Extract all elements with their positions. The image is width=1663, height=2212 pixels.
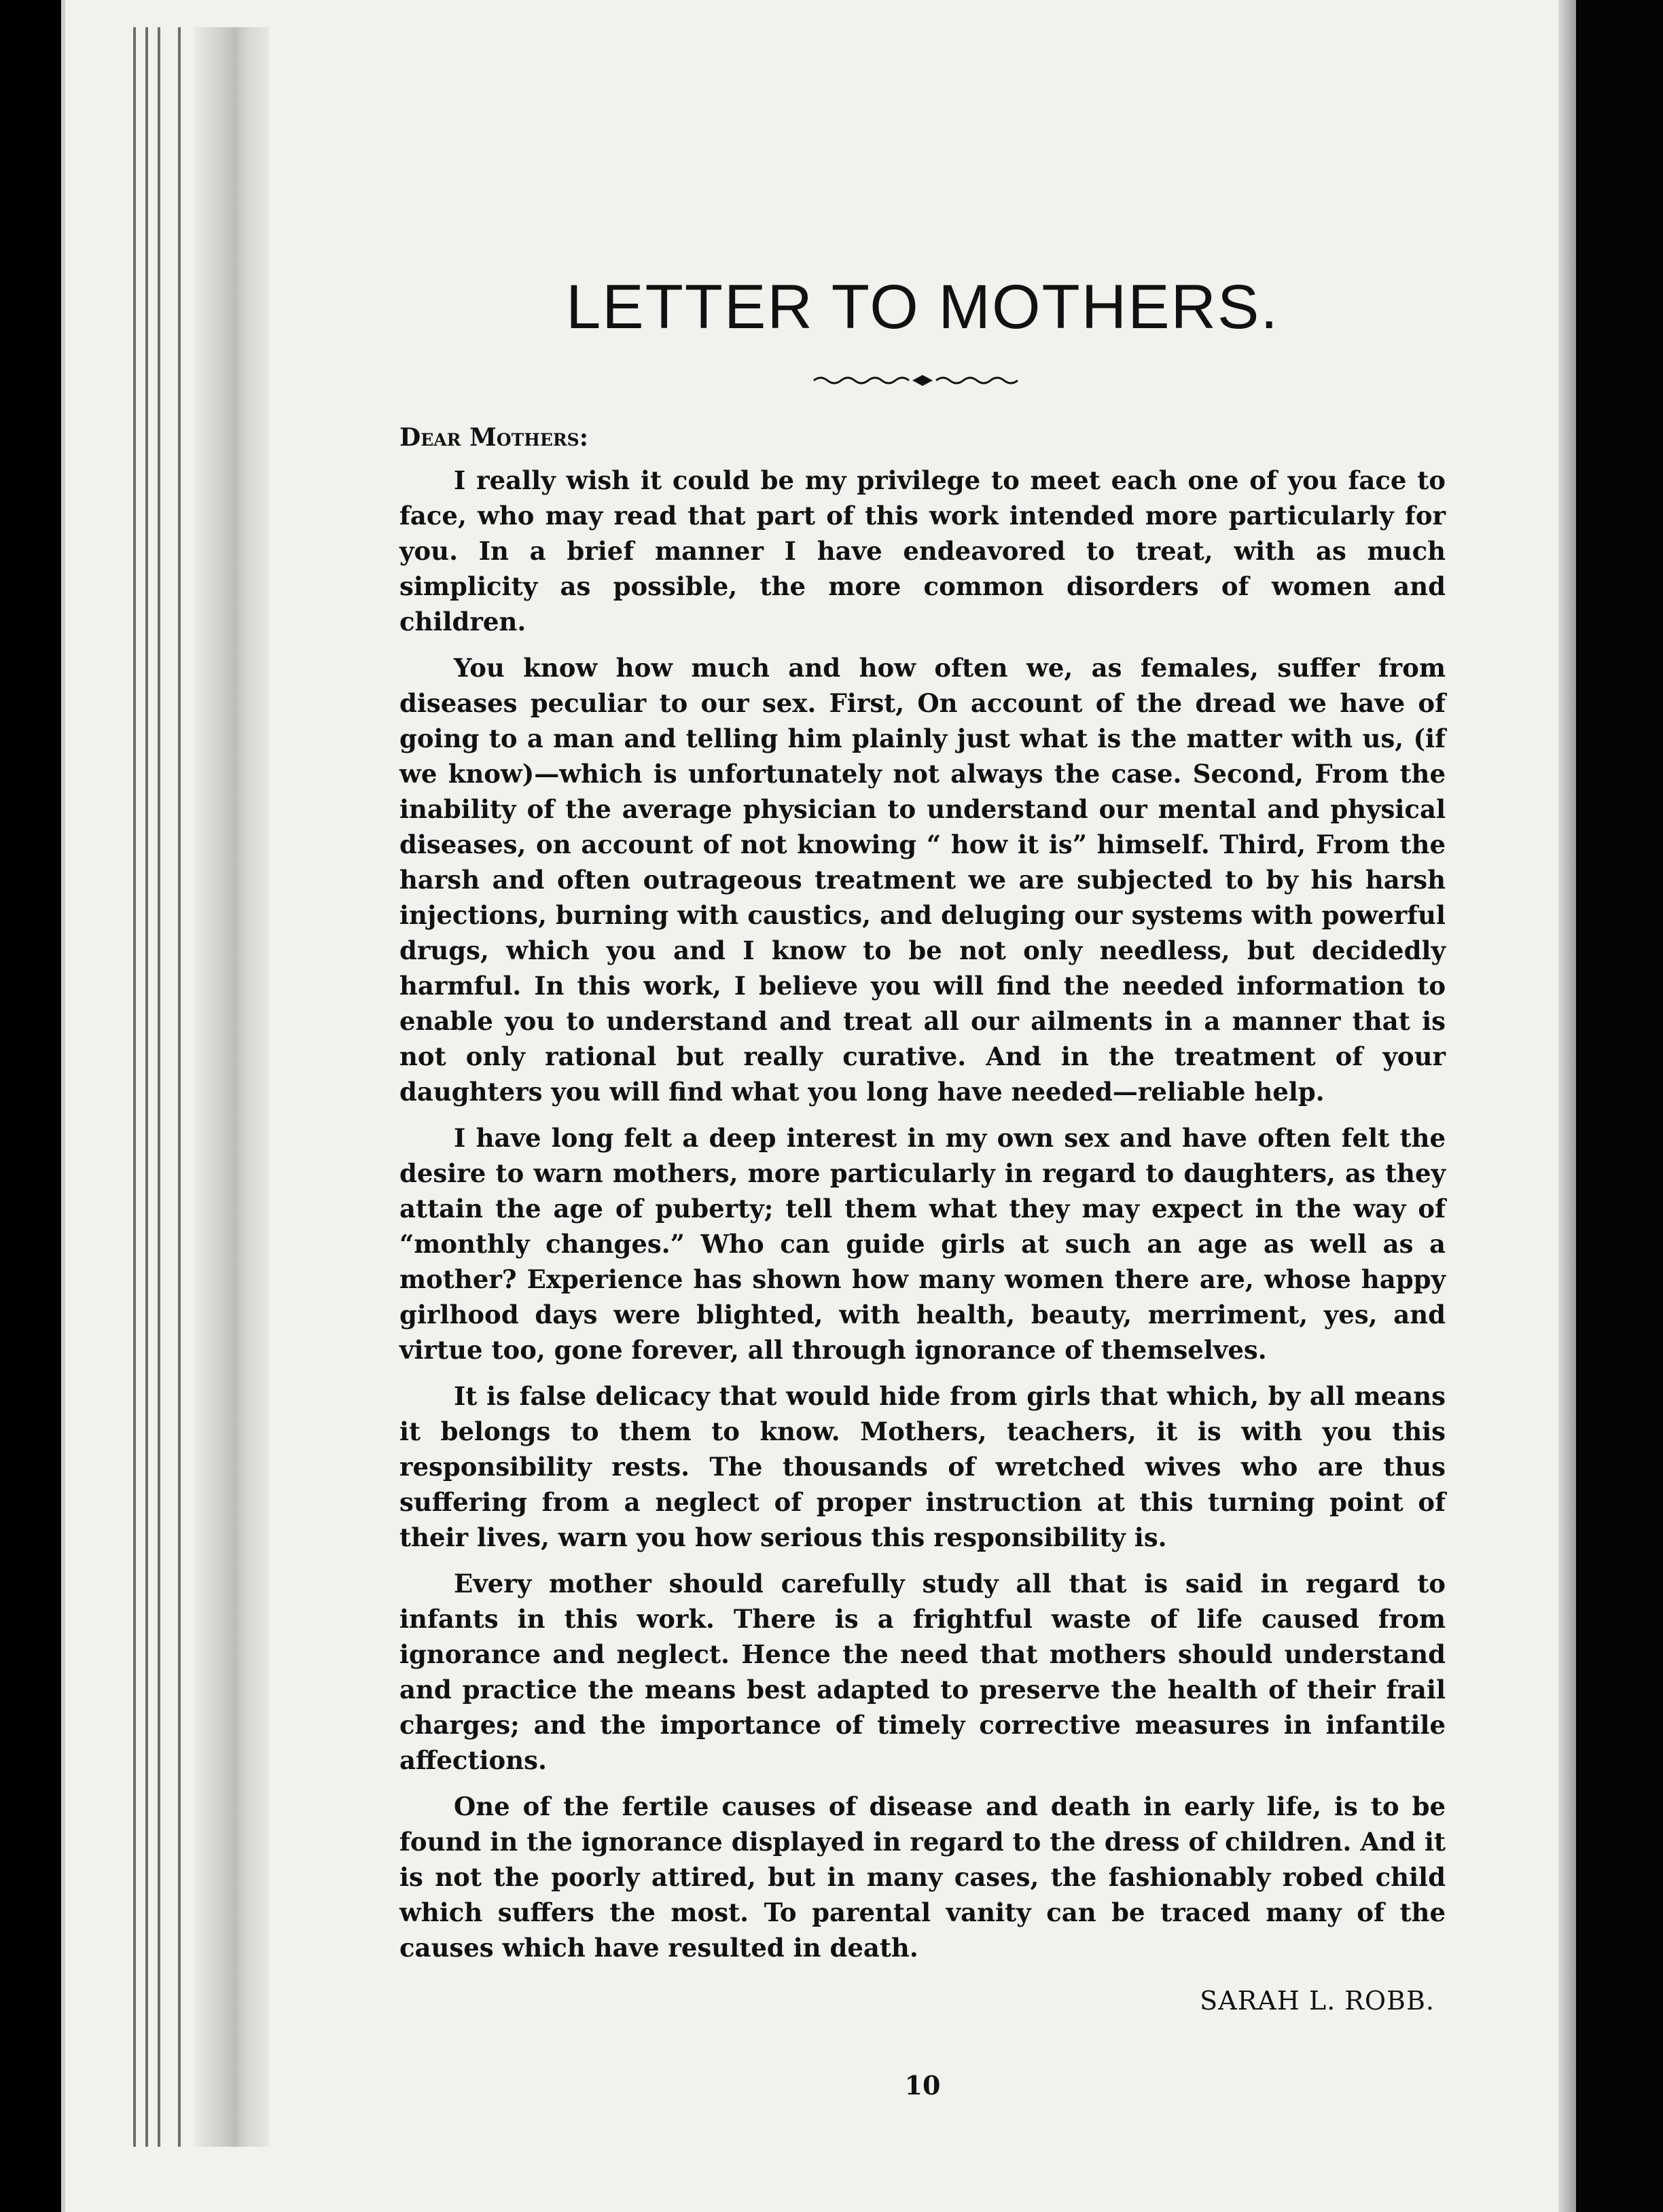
- signature: SARAH L. ROBB.: [1200, 1986, 1435, 2016]
- salutation: Dear Mothers:: [399, 423, 589, 452]
- paragraph: One of the fertile causes of disease and death in early life, is to be found in the ignorance displayed in regard to the dress of children. And it is not the poorly attired, but in many cases, the fashionably robed child which suffers the most. To parental vanity can be traced many of the causes which have resulted in death.: [399, 1791, 1446, 1963]
- paragraph: It is false delicacy that would hide from girls that which, by all means it belongs to them to know. Mothers, teachers, it is with you this responsibility rests. The thousands of wretched wives who are thus suffering from a neglect of proper instruction at this turning point of their lives, warn you how serious this responsibility is.: [399, 1381, 1446, 1552]
- book-page-edge: [194, 27, 269, 2147]
- letter-title: LETTER TO MOTHERS.: [566, 272, 1279, 342]
- page-edge-line: [145, 27, 148, 2147]
- page-edge-line: [178, 27, 181, 2147]
- letter-body: [399, 272, 1446, 2101]
- paragraph: I really wish it could be my privilege to meet each one of you face to face, who may read that part of this work intended more particularly for you. In a brief manner I have endeavored to treat, with as much simplicity as possible, the more common disorders of women and children.: [399, 465, 1446, 637]
- decorative-rule-ornament: [810, 370, 1035, 391]
- book-spine: [1576, 0, 1663, 2212]
- page-edge-line: [158, 27, 160, 2147]
- paragraph: I have long felt a deep interest in my own sex and have often felt the desire to warn mothers, more particularly in regard to daughters, as they attain the age of puberty; tell them what they may expect in the way of “monthly changes.” Who can guide girls at such an age as well as a mother? Experience has shown how many women there are, whose happy girlhood days were blighted, with health, beauty, merriment, yes, and virtue too, gone forever, all through ignorance of themselves.: [399, 1123, 1446, 1365]
- book-spine-shadow: [1558, 0, 1576, 2212]
- paragraph: Every mother should carefully study all that is said in regard to infants in this work. There is a frightful waste of life caused from ignorance and neglect. Hence the need that mothers should understand and practice the means best adapted to preserve the health of their frail charges; and the importance of timely corrective measures in infantile affections.: [399, 1569, 1446, 1775]
- page-edge-line: [133, 27, 136, 2147]
- page-number: 10: [904, 2070, 941, 2101]
- paragraph: You know how much and how often we, as females, suffer from diseases peculiar to our sex. First, On account of the dread we have of going to a man and telling him plainly just what is the matter with us, (if we know)—which is unfortunately not always the case. Second, From the inability of the average physician to understand our mental and physical diseases, on account of not knowing “ how it is” himself. Third, From the harsh and often outrageous treatment we are subjected to by his harsh injections, burning with caustics, and deluging our systems with powerful drugs, which you and I know to be not only needless, but decidedly harmful. In this work, I believe you will find the needed information to enable you to understand and treat all our ailments in a manner that is not only rational but really curative. And in the treatment of your daughters you will find what you long have needed—reliable help.: [399, 653, 1446, 1107]
